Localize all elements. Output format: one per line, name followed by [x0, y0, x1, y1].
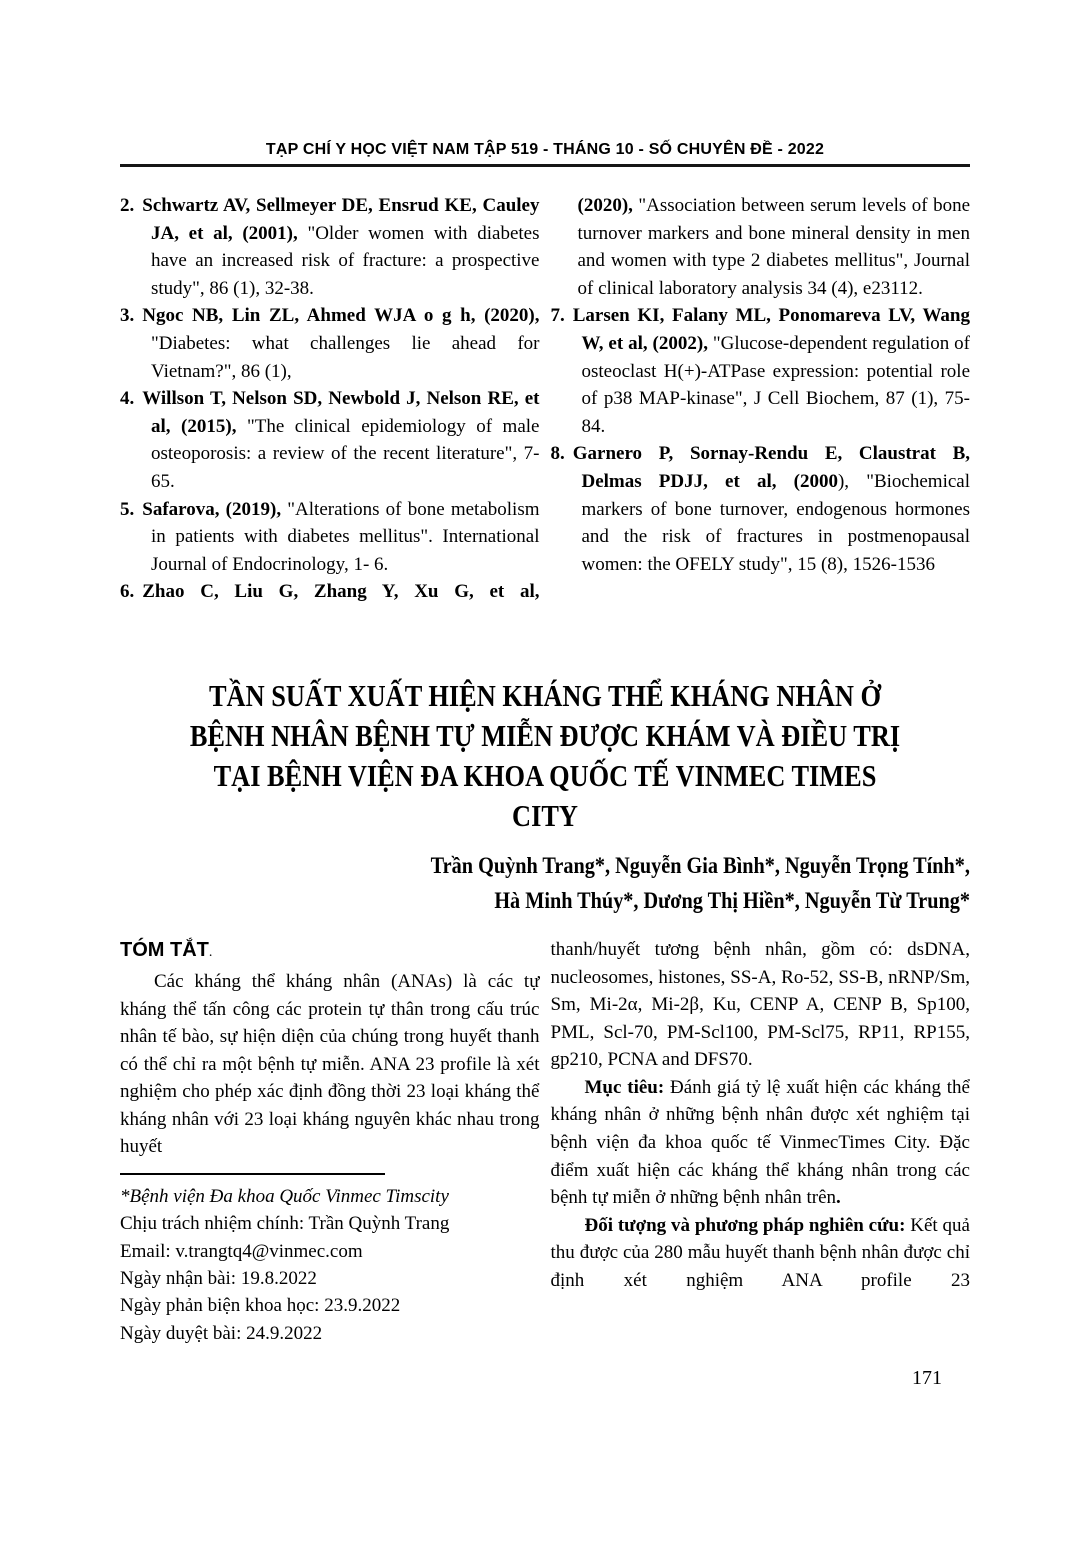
- reference-number: 8.: [550, 443, 565, 465]
- reference-text: "Association between serum levels of bone turnover markers and bone mineral density in men and women with type 2 diabetes mellitus", Journal of clinical laboratory analysis 34 (4), e23112.: [577, 195, 970, 299]
- reference-text: ), "Biochemical markers of bone turnover, endogenous hormones and the risk of fractures in postmenopausal women: the OFELY study", 15 (8), 1526-1536: [581, 470, 970, 575]
- abstract-heading-text: TÓM TẮT: [120, 938, 209, 961]
- reference-number: 7.: [550, 305, 565, 327]
- abstract-column-left: [120, 936, 540, 1347]
- page-content: [120, 0, 970, 1390]
- footnote-affiliation: *Bệnh viện Đa khoa Quốc Vinmec Timscity: [120, 1186, 449, 1208]
- reference-item-2: [120, 192, 540, 302]
- reference-item-7: [551, 302, 971, 440]
- article-title-line-3: TẠI BỆNH VIỆN ĐA KHOA QUỐC TẾ VINMEC TIMES CITY: [213, 757, 877, 833]
- abstract-paragraph-objective: [551, 1074, 971, 1212]
- footnote-email: Email: v.trangtq4@vinmec.com: [120, 1240, 363, 1262]
- objective-text: Đánh giá tỷ lệ xuất hiện các kháng thể kháng nhân ở những bệnh nhân được xét nghiệm tại bệnh viện đa khoa quốc tế VinmecTimes City. Đặc điểm xuất hiện các kháng thể kháng nhân trong các bệnh tự miễn ở những bệnh nhân trên: [550, 1076, 970, 1209]
- reference-number: 3.: [120, 305, 135, 327]
- abstract-section: [120, 936, 970, 1347]
- author-line-2: Hà Minh Thúy*, Dương Thị Hiền*, Nguyễn Từ Trung*: [494, 887, 970, 913]
- article-title-line-2: BỆNH NHÂN BỆNH TỰ MIỄN ĐƯỢC KHÁM VÀ ĐIỀU TRỊ: [189, 717, 901, 753]
- article-title: [120, 676, 970, 836]
- author-line-1: Trần Quỳnh Trang*, Nguyễn Gia Bình*, Nguyễn Trọng Tính*,: [430, 852, 970, 878]
- reference-number: 4.: [120, 388, 135, 410]
- reference-text: "Glucose-dependent regulation of osteoclast H(+)-ATPase expression: potential role of p38 MAP-kinase", J Cell Biochem, 87 (1), 75-84.: [581, 332, 971, 437]
- reference-item-6-continuation: [551, 192, 971, 302]
- reference-item-4: [120, 385, 540, 495]
- reference-authors: Willson T, Nelson SD, Newbold J, Nelson RE, et al, (2015),: [142, 388, 540, 437]
- reference-item-5: [120, 496, 540, 579]
- reference-item-8: [551, 440, 971, 578]
- abstract-paragraph-intro: Các kháng thể kháng nhân (ANAs) là các tự kháng thể tấn công các protein tự thân trong cấu trúc nhân tế bào, sự hiện diện của chúng trong huyết thanh có thể chỉ ra một bệnh tự miễn. ANA 23 profile là xét nghiệm cho phép xác định đồng thời 23 loại kháng thể kháng nhân với 23 loại kháng nguyên khác nhau trong huyết: [120, 970, 540, 1158]
- methods-text: Kết quả thu được của 280 mẫu huyết thanh bệnh nhân được chỉ định xét nghiệm ANA profile 23: [550, 1214, 970, 1292]
- abstract-paragraph-antigens: thanh/huyết tương bệnh nhân, gồm có: dsDNA, nucleosomes, histones, SS-A, Ro-52, SS-B, nRNP/Sm, Sm, Mi-2α, Mi-2β, Ku, CENP A, CENP B, Sp100, PML, Scl-70, PM-Scl100, PM-Scl75, RP11, RP155, gp210, PCNA and DFS70.: [550, 938, 970, 1071]
- reference-item-6: [120, 578, 540, 606]
- footnote-received-date: Ngày nhận bài: 19.8.2022: [120, 1267, 317, 1289]
- author-list: [120, 848, 970, 918]
- footnote-block: [120, 1183, 540, 1347]
- footnote-separator: [120, 1173, 385, 1175]
- journal-running-head: TẠP CHÍ Y HỌC VIỆT NAM TẬP 519 - THÁNG 10 - SỐ CHUYÊN ĐỀ - 2022: [120, 141, 970, 167]
- reference-number: 2.: [120, 195, 135, 216]
- reference-column-left: [120, 192, 540, 606]
- reference-column-right: [551, 192, 971, 606]
- abstract-paragraph-methods: [551, 1212, 971, 1295]
- reference-year: (2020),: [577, 195, 633, 216]
- page-number: 171: [912, 1366, 942, 1389]
- reference-list: [120, 192, 970, 606]
- abstract-heading-dot: .: [208, 944, 213, 960]
- reference-authors: Zhao C, Liu G, Zhang Y, Xu G, et al,: [142, 581, 540, 603]
- objective-label: Mục tiêu:: [584, 1076, 665, 1098]
- footnote-accepted-date: Ngày duyệt bài: 24.9.2022: [120, 1322, 323, 1344]
- abstract-column-right: [551, 936, 971, 1347]
- reference-text: "The clinical epidemiology of male osteoporosis: a review of the recent literature", 7- 65.: [151, 415, 540, 492]
- reference-number: 6.: [120, 581, 135, 603]
- reference-authors: Safarova, (2019),: [142, 498, 282, 520]
- objective-end: .: [836, 1187, 841, 1209]
- reference-item-3: [120, 302, 540, 385]
- article-title-line-1: TẦN SUẤT XUẤT HIỆN KHÁNG THỂ KHÁNG NHÂN Ở: [208, 677, 882, 713]
- reference-authors: Garnero P, Sornay-Rendu E, Claustrat B, Delmas PDJJ, et al, (2000: [572, 443, 970, 492]
- footnote-review-date: Ngày phản biện khoa học: 23.9.2022: [120, 1295, 401, 1317]
- reference-number: 5.: [120, 498, 135, 520]
- reference-text: "Alterations of bone metabolism in patients with diabetes mellitus". International Journal of Endocrinology, 1- 6.: [151, 498, 540, 575]
- reference-text: "Diabetes: what challenges lie ahead for Vietnam?", 86 (1),: [151, 332, 540, 382]
- reference-authors: Schwartz AV, Sellmeyer DE, Ensrud KE, Cauley JA, et al, (2001),: [142, 195, 540, 244]
- reference-text: "Older women with diabetes have an increased risk of fracture: a prospective study", 86 (1), 32-38.: [151, 222, 540, 299]
- footnote-corresponding-author: Chịu trách nhiệm chính: Trần Quỳnh Trang: [120, 1213, 450, 1235]
- reference-authors: Larsen KI, Falany ML, Ponomareva LV, Wang W, et al, (2002),: [572, 305, 970, 354]
- abstract-heading: [120, 936, 540, 967]
- reference-authors: Ngoc NB, Lin ZL, Ahmed WJA o g h, (2020),: [142, 305, 540, 327]
- methods-label: Đối tượng và phương pháp nghiên cứu:: [584, 1214, 906, 1236]
